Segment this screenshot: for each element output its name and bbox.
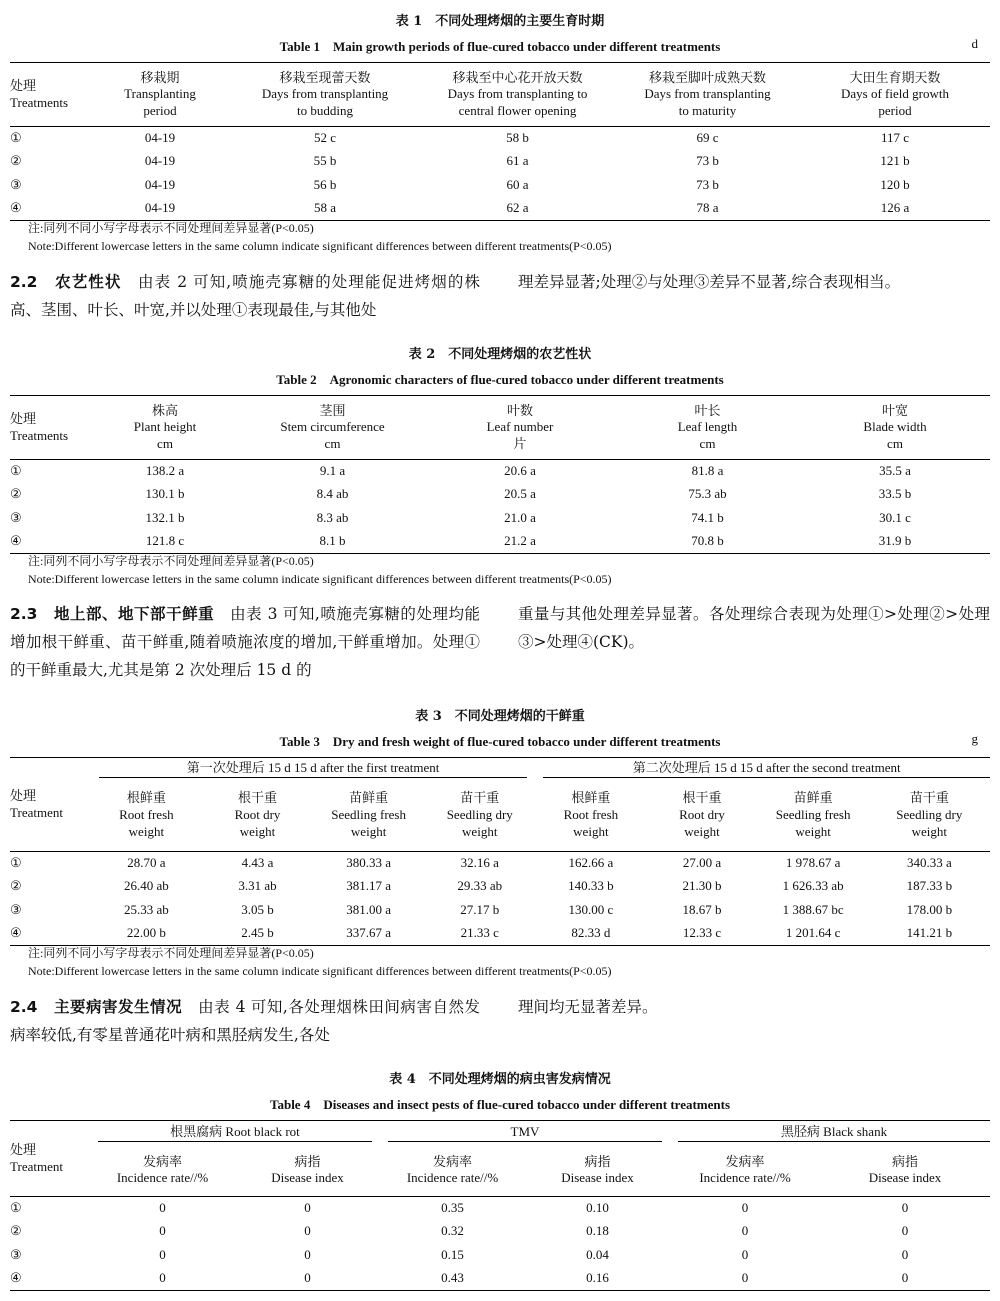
treatment-cell: ③: [10, 509, 22, 525]
treatment-cell: ③: [10, 176, 22, 192]
header-cn: 处理: [10, 410, 37, 426]
table1-row: [10, 150, 990, 174]
table3-header-col-2: [202, 780, 313, 852]
table3-note-en: Note:Different lowercase letters in the same column indicate significant differences between different treatments(P<0.05): [28, 964, 612, 978]
value-cell: 8.1 b: [240, 530, 425, 554]
value-cell: 121 b: [880, 153, 910, 169]
table1-header-treatment: [10, 63, 90, 127]
header-en: Stem circumference: [280, 419, 385, 435]
header-cn: 移栽期: [140, 69, 180, 85]
table1-header-transplanting: [90, 63, 230, 127]
table4-header-col-1: [90, 1145, 235, 1197]
value-cell: 29.33 ab: [457, 878, 503, 894]
value-cell: 20.5 a: [504, 486, 536, 502]
value-cell: 8.3 ab: [316, 509, 349, 525]
value-cell: 1 388.67 bc: [782, 901, 844, 917]
header-en: Seedling fresh: [775, 806, 851, 822]
table4-header-col-4: [525, 1145, 670, 1197]
header-en: Treatments: [10, 427, 69, 443]
header-en: Incidence rate//%: [406, 1170, 499, 1186]
header-cn: 处理: [10, 787, 37, 803]
section-2-2-right: 理差异显著;处理②与处理③差异不显著,综合表现相当。: [518, 273, 901, 291]
value-cell: 0: [235, 1267, 380, 1291]
table3-row: [10, 922, 990, 946]
value-cell: 52 c: [230, 127, 420, 151]
header-cn: 移栽至现蕾天数: [279, 69, 371, 85]
value-cell: 0.15: [441, 1246, 464, 1262]
header-cn: 发病率: [725, 1153, 765, 1169]
value-cell: 117 c: [800, 127, 990, 151]
value-cell: 0: [741, 1223, 749, 1239]
table4-row: [10, 1267, 990, 1291]
value-cell: 60 a: [506, 176, 529, 192]
value-cell: 0: [90, 1267, 235, 1291]
table3-group-second: [535, 758, 990, 780]
treatment-cell: ④: [10, 1267, 90, 1291]
section-2-4-right: 理间均无显著差异。: [518, 998, 658, 1016]
value-cell: 20.6 a: [425, 460, 615, 484]
header-cn: 苗鲜重: [793, 790, 833, 806]
value-cell: 75.3 ab: [688, 486, 727, 502]
value-cell: 82.33 d: [535, 922, 646, 946]
header-en: weight: [684, 823, 720, 839]
header-cn: 发病率: [142, 1153, 182, 1169]
header-cn: 苗干重: [460, 790, 500, 806]
table3-header-col-4: [424, 780, 535, 852]
table3-row: [10, 875, 990, 899]
table1-row: [10, 127, 990, 151]
value-cell: 35.5 a: [800, 460, 990, 484]
header-cn: 病指: [584, 1153, 611, 1169]
table4-group-row: [10, 1121, 990, 1145]
header-cn: 叶长: [694, 402, 721, 418]
table3-caption-en: [0, 731, 1000, 750]
table3-header-col-7: [758, 780, 869, 852]
header-en: period: [878, 102, 912, 118]
table2-row: [10, 483, 990, 507]
table2-header-leaf-number: [425, 396, 615, 460]
table4-group-root-black-rot: [90, 1121, 380, 1145]
table3-note-cn: 注:同列不同小写字母表示不同处理间差异显著(P<0.05): [28, 946, 314, 960]
section-2-4-text: 由表 4 可知,各处理烟株田间病害自然发病率较低,有零星普通花叶病和黑胫病发生,各处: [10, 998, 480, 1044]
table1-header-field-growth: [800, 63, 990, 127]
table2: [10, 395, 990, 554]
header-en: Treatment: [10, 804, 63, 820]
value-cell: 74.1 b: [691, 509, 724, 525]
table4-header-treatment: [10, 1121, 90, 1197]
value-cell: 04-19: [144, 176, 176, 192]
header-en: weight: [239, 823, 276, 839]
value-cell: 0: [159, 1223, 166, 1239]
treatment-cell: ②: [10, 878, 22, 894]
value-cell: 1 626.33 ab: [782, 878, 844, 894]
header-en: Root fresh: [563, 806, 619, 822]
treatment-cell: ②: [10, 153, 22, 169]
value-cell: 61 a: [506, 153, 529, 169]
value-cell: 337.67 a: [313, 922, 424, 946]
value-cell: 381.17 a: [346, 878, 392, 894]
value-cell: 33.5 b: [878, 486, 912, 502]
value-cell: 140.33 b: [568, 878, 614, 894]
value-cell: 28.70 a: [91, 852, 202, 876]
value-cell: 126 a: [800, 197, 990, 221]
table1: [10, 62, 990, 221]
header-en: Root fresh: [119, 806, 174, 822]
header-cn: 株高: [151, 402, 178, 418]
header-unit: cm: [699, 435, 716, 451]
table4-header-col-3: [380, 1145, 525, 1197]
value-cell: 130.00 c: [568, 901, 614, 917]
section-2-4-heading: 2.4 主要病害发生情况: [10, 998, 183, 1016]
value-cell: 73 b: [696, 153, 719, 169]
table3-row: [10, 852, 990, 876]
value-cell: 130.1 b: [145, 486, 185, 502]
header-unit: 片: [513, 435, 527, 451]
header-cn: 移栽至中心花开放天数: [452, 69, 583, 85]
value-cell: 132.1 b: [145, 509, 185, 525]
value-cell: 12.33 c: [646, 922, 757, 946]
value-cell: 18.67 b: [682, 901, 722, 917]
table2-row: [10, 460, 990, 484]
value-cell: 0: [901, 1223, 909, 1239]
table1-note-cn: 注:同列不同小写字母表示不同处理间差异显著(P<0.05): [28, 221, 314, 235]
table2-header-leaf-length: [615, 396, 800, 460]
table1-header-maturity: [615, 63, 800, 127]
value-cell: 381.00 a: [346, 901, 392, 917]
header-en: central flower opening: [458, 102, 577, 118]
value-cell: 9.1 a: [240, 460, 425, 484]
value-cell: 22.00 b: [91, 922, 202, 946]
table3-header-treatment: [10, 758, 91, 852]
table4-header-col-5: [670, 1145, 820, 1197]
table3-header-col-5: [535, 780, 646, 852]
group-label: TMV: [388, 1124, 662, 1142]
header-en: Transplanting: [124, 86, 196, 102]
table4-row: [10, 1244, 990, 1268]
value-cell: 0: [304, 1246, 311, 1262]
table1-caption-cn: 表 1 不同处理烤烟的主要生育时期: [395, 14, 605, 29]
value-cell: 04-19: [90, 127, 230, 151]
value-cell: 21.0 a: [504, 509, 536, 525]
value-cell: 26.40 ab: [123, 878, 169, 894]
value-cell: 55 b: [313, 153, 337, 169]
value-cell: 0.18: [586, 1223, 609, 1239]
header-en: Days from transplanting: [261, 86, 389, 102]
header-en: Disease index: [561, 1170, 634, 1186]
value-cell: 1 201.64 c: [758, 922, 869, 946]
header-en: period: [143, 102, 177, 118]
header-unit: cm: [324, 435, 341, 451]
header-cn: 根鲜重: [126, 790, 166, 806]
header-en: Treatment: [10, 1158, 63, 1174]
value-cell: 0.43: [380, 1267, 525, 1291]
table2-header-stem: [240, 396, 425, 460]
table1-header-row: [10, 63, 990, 127]
header-en: weight: [795, 823, 831, 839]
table3-header-col-1: [91, 780, 202, 852]
header-unit: cm: [157, 435, 173, 451]
value-cell: 340.33 a: [869, 852, 990, 876]
group-label: 黑胫病 Black shank: [678, 1124, 990, 1142]
value-cell: 04-19: [144, 153, 176, 169]
section-2-2-heading: 2.2 农艺性状: [10, 273, 122, 291]
header-en: Seedling fresh: [331, 806, 406, 822]
table3-note: [28, 944, 612, 980]
header-en: to budding: [297, 102, 353, 118]
value-cell: 25.33 ab: [123, 901, 169, 917]
header-unit: cm: [887, 435, 903, 451]
header-en: Root dry: [234, 806, 281, 822]
table4-row: [10, 1220, 990, 1244]
table3-caption-en-text: Table 3 Dry and fresh weight of flue-cured tobacco under different treatments: [279, 734, 721, 749]
table1-caption-en: [0, 36, 1000, 55]
header-en: weight: [573, 823, 609, 839]
header-en: Seedling dry: [896, 806, 963, 822]
header-cn: 病指: [294, 1153, 321, 1169]
treatment-cell: ④: [10, 197, 90, 221]
table2-note: [28, 552, 612, 588]
table1-note: [28, 219, 612, 255]
value-cell: 58 b: [420, 127, 615, 151]
treatment-cell: ②: [10, 486, 22, 502]
table1-header-flower: [420, 63, 615, 127]
header-cn: 叶数: [506, 402, 533, 418]
header-cn: 苗鲜重: [349, 790, 389, 806]
section-2-3-text: 由表 3 可知,喷施壳寡糖的处理均能增加根干鲜重、苗干鲜重,随着喷施浓度的增加,干鲜重增加。处理①的干鲜重最大,尤其是第 2 次处理后 15 d 的: [10, 605, 480, 679]
treatment-cell: ③: [10, 901, 22, 917]
header-cn: 根干重: [682, 790, 722, 806]
treatment-cell: ③: [10, 1246, 22, 1262]
table4-header-row: [10, 1145, 990, 1197]
header-en: Root dry: [679, 806, 725, 822]
value-cell: 27.17 b: [460, 901, 500, 917]
table3-caption-cn: 表 3 不同处理烤烟的干鲜重: [415, 709, 585, 724]
value-cell: 138.2 a: [90, 460, 240, 484]
value-cell: 0: [670, 1197, 820, 1221]
table1-row: [10, 174, 990, 198]
header-en: weight: [911, 823, 948, 839]
treatment-cell: ①: [10, 852, 91, 876]
value-cell: 0.16: [525, 1267, 670, 1291]
header-en: Leaf length: [677, 419, 738, 435]
header-en: Incidence rate//%: [116, 1170, 209, 1186]
value-cell: 1 978.67 a: [758, 852, 869, 876]
value-cell: 0.04: [586, 1246, 609, 1262]
value-cell: 69 c: [615, 127, 800, 151]
header-cn: 处理: [10, 1141, 37, 1157]
group-label: 第二次处理后 15 d 15 d after the second treatment: [543, 760, 990, 778]
section-2-2-left: [10, 268, 480, 324]
header-cn: 叶宽: [881, 402, 908, 418]
table4-group-tmv: [380, 1121, 670, 1145]
value-cell: 21.30 b: [682, 878, 722, 894]
table1-caption-en-text: Table 1 Main growth periods of flue-cured tobacco under different treatments: [279, 39, 721, 54]
value-cell: 0: [304, 1223, 311, 1239]
table3-header-col-6: [646, 780, 757, 852]
value-cell: 0: [159, 1246, 166, 1262]
header-cn: 病指: [891, 1153, 918, 1169]
table4-row: [10, 1197, 990, 1221]
treatment-cell: ④: [10, 922, 91, 946]
header-en: to maturity: [678, 102, 737, 118]
value-cell: 0: [901, 1246, 909, 1262]
value-cell: 0: [235, 1197, 380, 1221]
table1-note-en: Note:Different lowercase letters in the same column indicate significant differences between different treatments(P<0.05): [28, 239, 612, 253]
table1-row: [10, 197, 990, 221]
value-cell: 8.4 ab: [316, 486, 349, 502]
header-cn: 苗干重: [909, 790, 949, 806]
value-cell: 178.00 b: [906, 901, 953, 917]
table2-header-blade-width: [800, 396, 990, 460]
value-cell: 70.8 b: [615, 530, 800, 554]
table3-row: [10, 899, 990, 923]
table1-header-budding: [230, 63, 420, 127]
header-cn: 茎围: [319, 402, 346, 418]
header-cn: 根鲜重: [571, 790, 611, 806]
table2-row: [10, 507, 990, 531]
header-en: weight: [350, 823, 387, 839]
section-2-2-text: 由表 2 可知,喷施壳寡糖的处理能促进烤烟的株高、茎围、叶长、叶宽,并以处理①表现最佳,与其他处: [10, 273, 480, 319]
value-cell: 0.32: [441, 1223, 464, 1239]
header-cn: 大田生育期天数: [849, 69, 941, 85]
header-en: Disease index: [868, 1170, 942, 1186]
table4-group-black-shank: [670, 1121, 990, 1145]
header-en: Days from transplanting: [644, 86, 771, 102]
value-cell: 121.8 c: [90, 530, 240, 554]
treatment-cell: ①: [10, 460, 90, 484]
value-cell: 32.16 a: [424, 852, 535, 876]
value-cell: 21.33 c: [424, 922, 535, 946]
header-cn: 移栽至脚叶成熟天数: [648, 69, 766, 85]
section-2-3-heading: 2.3 地上部、地下部干鲜重: [10, 605, 215, 623]
value-cell: 0: [820, 1267, 990, 1291]
treatment-cell: ①: [10, 1197, 90, 1221]
table4-header-col-6: [820, 1145, 990, 1197]
section-2-3-left: [10, 600, 480, 684]
table3-unit: g: [971, 731, 978, 746]
table2-header-plant-height: [90, 396, 240, 460]
value-cell: 78 a: [615, 197, 800, 221]
header-en: Treatments: [10, 94, 69, 110]
value-cell: 187.33 b: [906, 878, 953, 894]
value-cell: 4.43 a: [202, 852, 313, 876]
table3-header-col-8: [869, 780, 990, 852]
table2-row: [10, 530, 990, 554]
header-en: Blade width: [863, 419, 927, 435]
value-cell: 73 b: [696, 176, 719, 192]
table2-caption-cn: 表 2 不同处理烤烟的农艺性状: [408, 347, 592, 362]
value-cell: 62 a: [420, 197, 615, 221]
header-en: Plant height: [133, 419, 197, 435]
header-en: Disease index: [271, 1170, 344, 1186]
value-cell: 0.10: [525, 1197, 670, 1221]
treatment-cell: ④: [10, 530, 90, 554]
table2-caption-en: Table 2 Agronomic characters of flue-cured tobacco under different treatments: [276, 372, 724, 387]
value-cell: 120 b: [880, 176, 910, 192]
table3-group-row: [10, 758, 990, 780]
table3-group-first: [91, 758, 536, 780]
table1-unit: d: [971, 36, 978, 51]
table3-header-col-3: [313, 780, 424, 852]
header-en: Incidence rate//%: [699, 1170, 791, 1186]
value-cell: 3.31 ab: [238, 878, 277, 894]
value-cell: 0: [820, 1197, 990, 1221]
value-cell: 30.1 c: [879, 509, 911, 525]
header-cn: 发病率: [432, 1153, 472, 1169]
header-cn: 处理: [10, 77, 37, 93]
section-2-4-left: [10, 993, 480, 1049]
header-cn: 根干重: [237, 790, 277, 806]
value-cell: 56 b: [313, 176, 337, 192]
value-cell: 0: [741, 1246, 749, 1262]
value-cell: 58 a: [230, 197, 420, 221]
group-label: 第一次处理后 15 d 15 d after the first treatment: [99, 760, 528, 778]
table2-header-row: [10, 396, 990, 460]
table4-header-col-2: [235, 1145, 380, 1197]
value-cell: 0: [90, 1197, 235, 1221]
header-en: Leaf number: [486, 419, 554, 435]
header-en: Days of field growth: [841, 86, 949, 102]
table4-caption-en: Table 4 Diseases and insect pests of flue-cured tobacco under different treatments: [269, 1097, 731, 1112]
header-en: weight: [462, 823, 498, 839]
table3-header-row: [10, 780, 990, 852]
table4: [10, 1120, 990, 1291]
value-cell: 380.33 a: [313, 852, 424, 876]
value-cell: 04-19: [90, 197, 230, 221]
header-en: weight: [128, 823, 165, 839]
value-cell: 27.00 a: [646, 852, 757, 876]
value-cell: 21.2 a: [425, 530, 615, 554]
value-cell: 0: [670, 1267, 820, 1291]
table2-note-cn: 注:同列不同小写字母表示不同处理间差异显著(P<0.05): [28, 554, 314, 568]
table2-header-treatment: [10, 396, 90, 460]
value-cell: 2.45 b: [202, 922, 313, 946]
table4-caption-cn: 表 4 不同处理烤烟的病虫害发病情况: [389, 1072, 611, 1087]
table2-note-en: Note:Different lowercase letters in the same column indicate significant differences between different treatments(P<0.05): [28, 572, 612, 586]
treatment-cell: ②: [10, 1223, 22, 1239]
section-2-3-right: 重量与其他处理差异显著。各处理综合表现为处理①>处理②>处理③>处理④(CK)。: [518, 605, 990, 651]
value-cell: 31.9 b: [800, 530, 990, 554]
treatment-cell: ①: [10, 127, 90, 151]
value-cell: 162.66 a: [535, 852, 646, 876]
value-cell: 3.05 b: [241, 901, 274, 917]
header-en: Days from transplanting to: [447, 86, 588, 102]
header-en: Seedling dry: [446, 806, 513, 822]
group-label: 根黑腐病 Root black rot: [98, 1124, 372, 1142]
table3: [10, 757, 990, 946]
value-cell: 141.21 b: [869, 922, 990, 946]
value-cell: 81.8 a: [615, 460, 800, 484]
value-cell: 0.35: [380, 1197, 525, 1221]
